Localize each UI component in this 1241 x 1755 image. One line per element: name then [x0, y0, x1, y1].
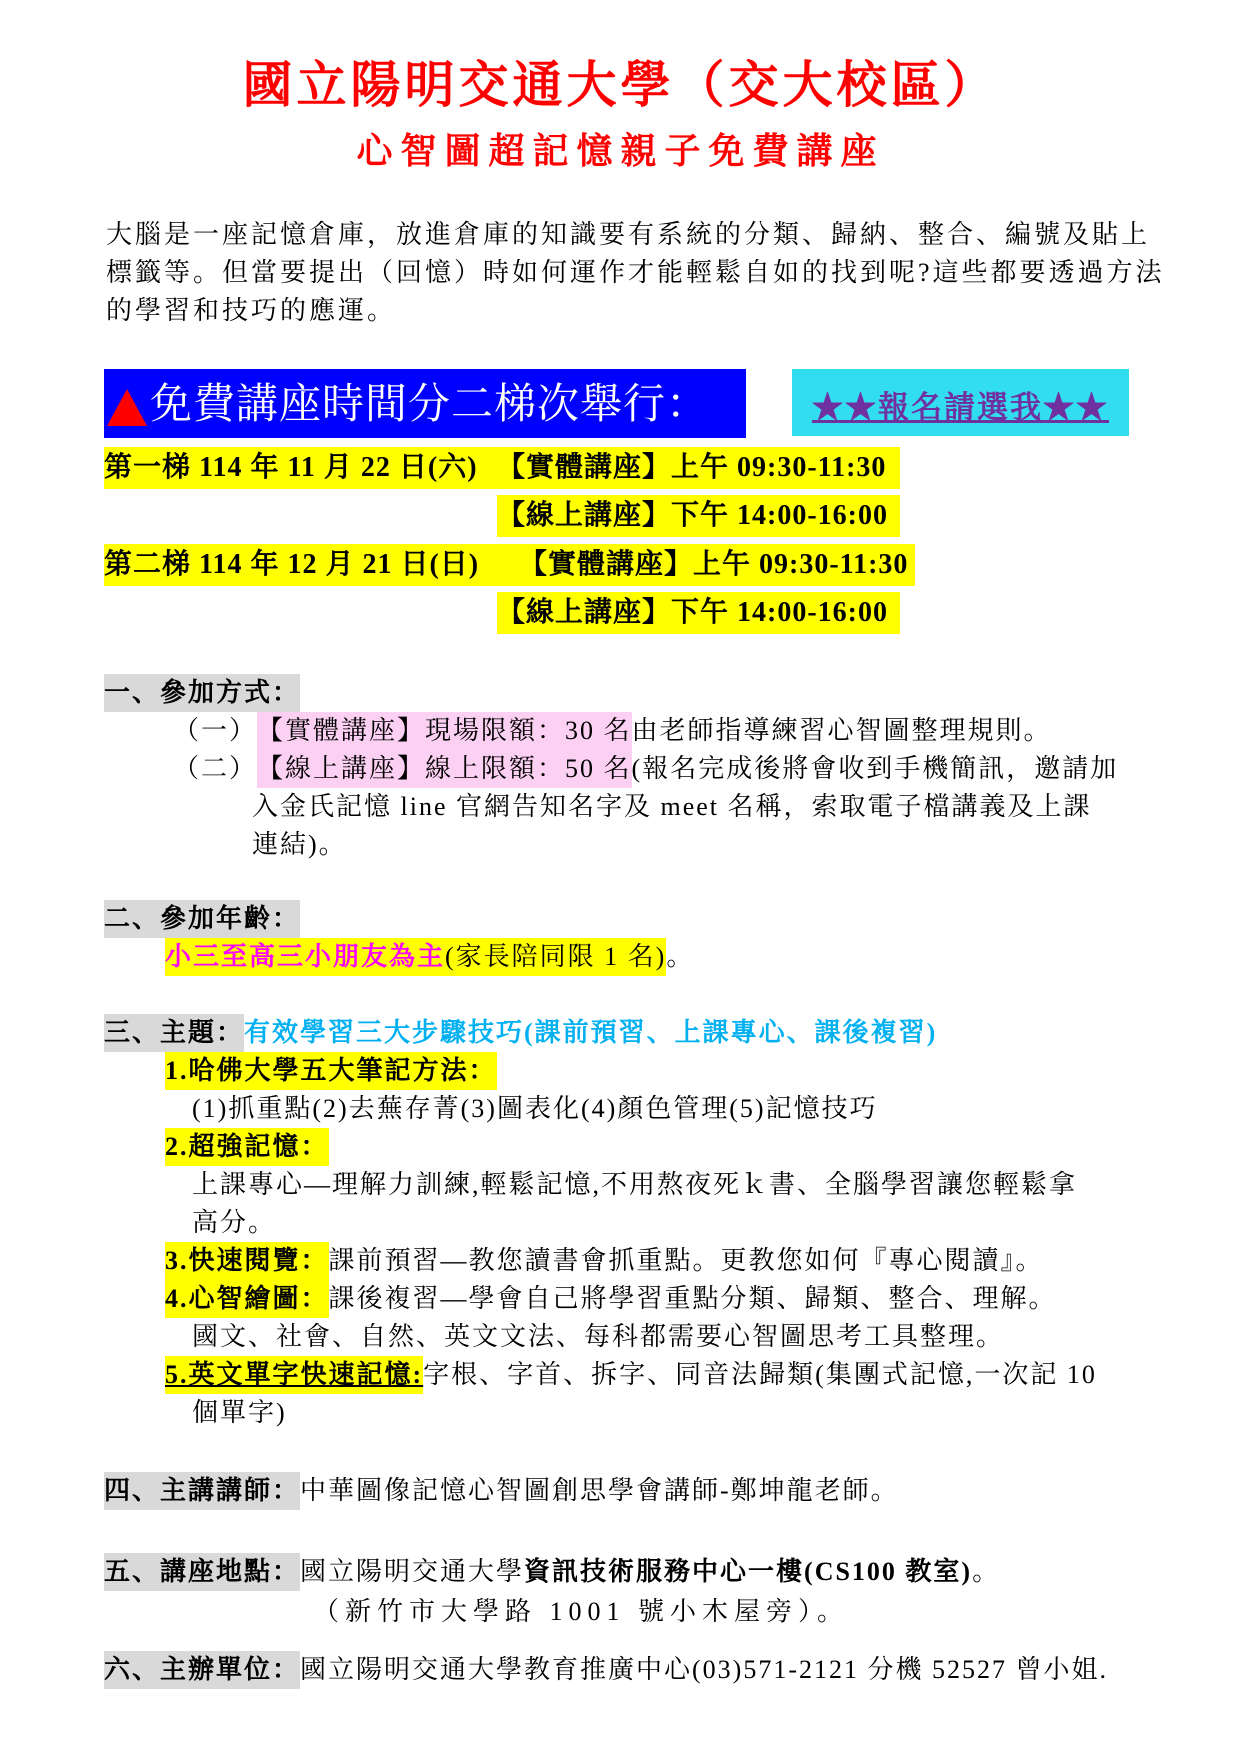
section-heading: 一、參加方式：	[104, 674, 300, 712]
limit-highlight: 【線上講座】線上限額：50 名	[257, 750, 632, 788]
topic-item	[165, 1356, 1097, 1394]
section-heading: 四、主講講師：	[104, 1472, 300, 1510]
item-prefix: （二）	[173, 754, 258, 783]
section-age	[104, 900, 300, 938]
schedule-row	[497, 495, 900, 537]
section-topic	[104, 1014, 937, 1052]
topic-item	[165, 1052, 497, 1090]
item-continuation: 入金氏記憶 line 官網告知名字及 meet 名稱，索取電子檔講義及上課	[252, 792, 1092, 821]
topic-item-title: 1.哈佛大學五大筆記方法：	[165, 1052, 497, 1090]
session-slot: 【實體講座】上午 09:30-11:30	[497, 452, 887, 483]
schedule-row	[497, 592, 900, 634]
triangle-icon	[107, 389, 147, 426]
item-text: (報名完成後將會收到手機簡訊，邀請加	[631, 754, 1119, 783]
topic-item-detail: 高分。	[192, 1208, 277, 1237]
age-suffix: 。	[666, 942, 695, 971]
session-slot: 【線上講座】下午 14:00-16:00	[497, 597, 888, 628]
item-text: 由老師指導練習心智圖整理規則。	[631, 716, 1052, 745]
section-heading: 二、參加年齡：	[104, 900, 300, 938]
register-box[interactable]	[792, 369, 1129, 436]
topic-item-title: 2.超強記憶：	[165, 1128, 329, 1166]
topic-item-title: 4.心智繪圖：	[165, 1280, 329, 1318]
session-date: 第一梯 114 年 11 月 22 日(六)	[104, 452, 478, 483]
venue-prefix: 國立陽明交通大學	[300, 1557, 525, 1586]
venue-address: （新竹市大學路 1001 號小木屋旁）。	[313, 1597, 850, 1626]
register-link[interactable]: ★★報名請選我★★	[812, 390, 1109, 425]
venue-room: 資訊技術服務中心一樓(CS100 教室)	[524, 1557, 973, 1586]
session-slot: 【線上講座】下午 14:00-16:00	[497, 500, 888, 531]
participation-item	[173, 712, 1052, 750]
topic-item-detail: 上課專心—理解力訓練,輕鬆記憶,不用熬夜死ｋ書、全腦學習讓您輕鬆拿	[192, 1170, 1078, 1199]
section-heading: 六、主辦單位：	[104, 1651, 300, 1689]
section-venue	[104, 1553, 1000, 1591]
session-slot: 【實體講座】上午 09:30-11:30	[519, 549, 909, 580]
age-range: 小三至高三小朋友為主	[165, 938, 445, 976]
age-line	[165, 938, 694, 976]
topic-item-text: 字根、字首、拆字、同音法歸類(集團式記憶,一次記 10	[423, 1360, 1097, 1389]
schedule-row	[104, 544, 915, 586]
section-organizer	[104, 1651, 1108, 1689]
topic-item	[165, 1280, 1057, 1318]
schedule-row	[104, 447, 900, 489]
limit-highlight: 【實體講座】現場限額：30 名	[257, 712, 632, 750]
page-title: 國立陽明交通大學（交大校區）	[242, 57, 999, 113]
topic-item-text: 課前預習—教您讀書會抓重點。更教您如何『專心閱讀』。	[328, 1246, 1044, 1275]
section-participation	[104, 674, 300, 712]
venue-suffix: 。	[972, 1557, 1001, 1586]
speaker-text: 中華圖像記憶心智圖創思學會講師-鄭坤龍老師。	[300, 1476, 899, 1505]
page-subtitle: 心智圖超記憶親子免費講座	[356, 131, 885, 171]
topic-item-detail: (1)抓重點(2)去蕪存菁(3)圖表化(4)顏色管理(5)記憶技巧	[192, 1094, 878, 1123]
section-heading: 五、講座地點：	[104, 1553, 300, 1591]
intro-line: 標籤等。但當要提出（回憶）時如何運作才能輕鬆自如的找到呢?這些都要透過方法	[106, 258, 1165, 287]
age-note: (家長陪同限 1 名)	[445, 938, 666, 976]
schedule-banner	[104, 369, 746, 438]
topic-item-title: 5.英文單字快速記憶:	[165, 1356, 423, 1394]
item-prefix: （一）	[173, 716, 258, 745]
participation-item	[173, 750, 1118, 788]
topic-item-title: 3.快速閱覽：	[165, 1242, 329, 1280]
schedule-banner-text: 免費講座時間分二梯次舉行：	[150, 379, 710, 428]
section-heading: 三、主題：	[104, 1014, 244, 1052]
topic-item-text: 課後複習—學會自己將學習重點分類、歸類、整合、理解。	[328, 1284, 1057, 1313]
organizer-text: 國立陽明交通大學教育推廣中心(03)571-2121 分機 52527 曾小姐.	[300, 1655, 1108, 1684]
topic-item	[165, 1242, 1044, 1280]
intro-line: 大腦是一座記憶倉庫，放進倉庫的知識要有系統的分類、歸納、整合、編號及貼上	[106, 220, 1151, 249]
topic-item	[165, 1128, 329, 1166]
section-speaker	[104, 1472, 899, 1510]
item-continuation: 連結)。	[252, 830, 347, 859]
topic-summary: 有效學習三大步驟技巧(課前預習、上課專心、課後複習)	[244, 1018, 938, 1047]
topic-item-detail: 國文、社會、自然、英文文法、每科都需要心智圖思考工具整理。	[192, 1322, 1005, 1351]
topic-item-detail: 個單字)	[192, 1398, 287, 1427]
intro-line: 的學習和技巧的應運。	[106, 296, 397, 325]
session-date: 第二梯 114 年 12 月 21 日(日)	[104, 549, 480, 580]
